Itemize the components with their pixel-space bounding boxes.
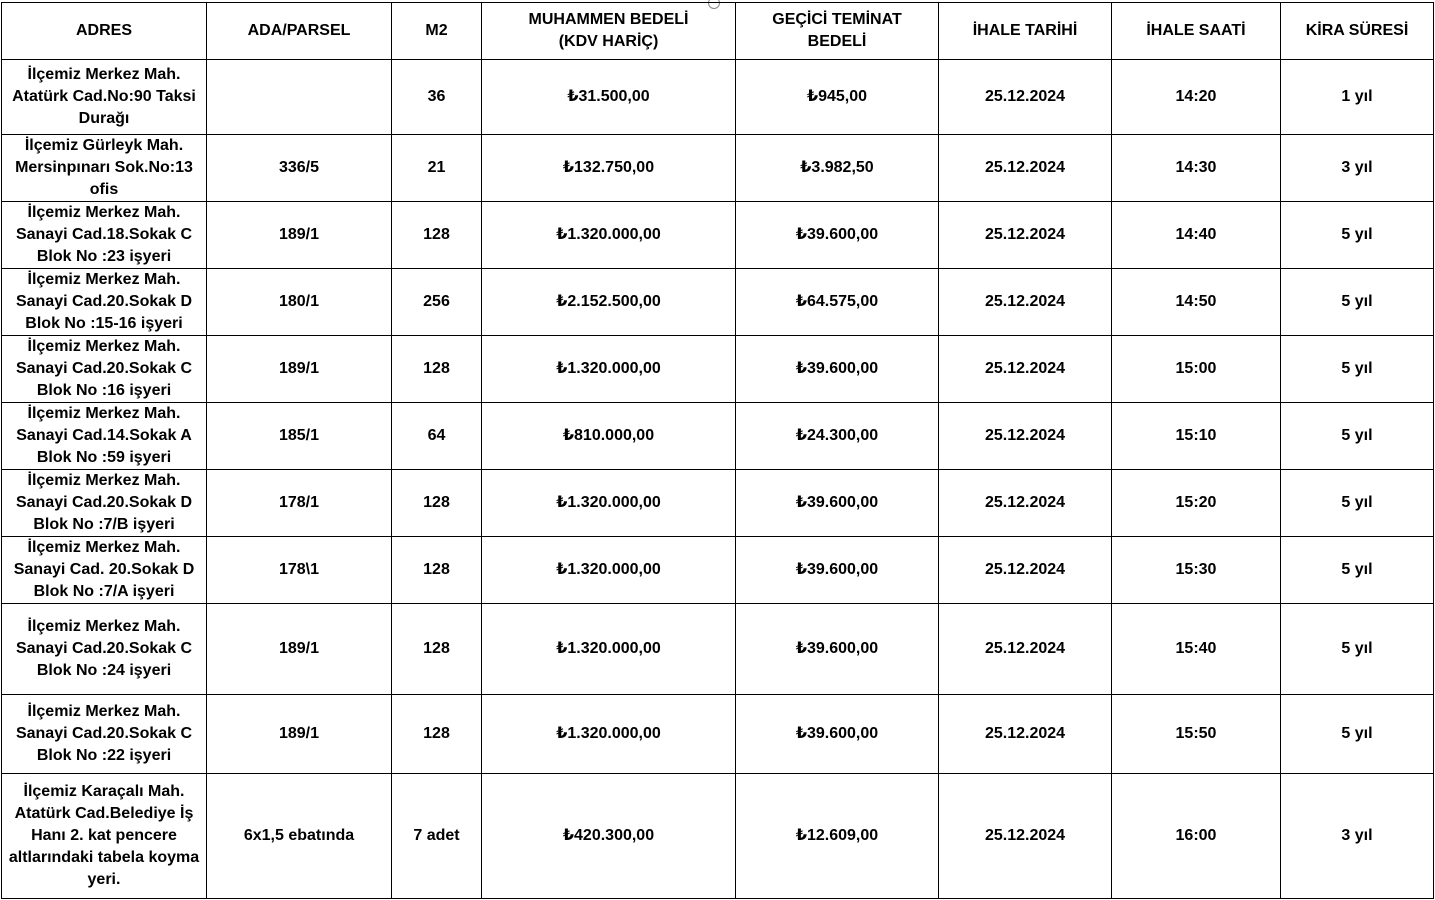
cell-ihale-saati: 14:40: [1112, 202, 1281, 269]
table-row: [2, 269, 1434, 336]
cell-ihale-tarihi: 25.12.2024: [939, 604, 1112, 695]
cell-ada-parsel: 189/1: [207, 336, 392, 403]
cell-kira-suresi: 5 yıl: [1281, 336, 1434, 403]
cell-ada-parsel: 178\1: [207, 537, 392, 604]
table-row: [2, 135, 1434, 202]
cell-kira-suresi: 5 yıl: [1281, 470, 1434, 537]
table-row: [2, 60, 1434, 135]
cell-muhammen-bedeli: ₺1.320.000,00: [482, 695, 736, 774]
table-row: [2, 537, 1434, 604]
cell-m2: 256: [392, 269, 482, 336]
cell-ihale-saati: 15:00: [1112, 336, 1281, 403]
ihale-table: [1, 2, 1434, 899]
cell-ihale-tarihi: 25.12.2024: [939, 695, 1112, 774]
cell-adres: İlçemiz Merkez Mah. Atatürk Cad.No:90 Taksi Durağı: [2, 60, 207, 135]
cell-m2: 128: [392, 695, 482, 774]
cell-ada-parsel: 178/1: [207, 470, 392, 537]
cell-ihale-tarihi: 25.12.2024: [939, 774, 1112, 899]
cell-muhammen-bedeli: ₺1.320.000,00: [482, 336, 736, 403]
cell-kira-suresi: 3 yıl: [1281, 774, 1434, 899]
cell-muhammen-bedeli: ₺132.750,00: [482, 135, 736, 202]
cell-ihale-saati: 14:50: [1112, 269, 1281, 336]
cell-m2: 128: [392, 470, 482, 537]
cell-muhammen-bedeli: ₺31.500,00: [482, 60, 736, 135]
cell-gecici-teminat: ₺64.575,00: [736, 269, 939, 336]
cell-m2: 7 adet: [392, 774, 482, 899]
col-header-ada-parsel: ADA/PARSEL: [207, 3, 392, 60]
table-row: [2, 403, 1434, 470]
cell-adres: İlçemiz Merkez Mah. Sanayi Cad.14.Sokak A Blok No :59 işyeri: [2, 403, 207, 470]
cell-muhammen-bedeli: ₺810.000,00: [482, 403, 736, 470]
cell-gecici-teminat: ₺39.600,00: [736, 202, 939, 269]
col-header-gecici-teminat: GEÇİCİ TEMİNAT BEDELİ: [736, 3, 939, 60]
cell-ihale-saati: 15:30: [1112, 537, 1281, 604]
cell-kira-suresi: 5 yıl: [1281, 604, 1434, 695]
cell-muhammen-bedeli: ₺420.300,00: [482, 774, 736, 899]
cell-muhammen-bedeli: ₺1.320.000,00: [482, 604, 736, 695]
cell-gecici-teminat: ₺39.600,00: [736, 336, 939, 403]
cell-muhammen-bedeli: ₺1.320.000,00: [482, 202, 736, 269]
cell-m2: 64: [392, 403, 482, 470]
cell-ihale-saati: 16:00: [1112, 774, 1281, 899]
cell-gecici-teminat: ₺12.609,00: [736, 774, 939, 899]
cell-ada-parsel: 189/1: [207, 695, 392, 774]
cell-m2: 128: [392, 604, 482, 695]
cell-adres: İlçemiz Merkez Mah. Sanayi Cad.20.Sokak C Blok No :24 işyeri: [2, 604, 207, 695]
cell-m2: 21: [392, 135, 482, 202]
cell-adres: İlçemiz Merkez Mah. Sanayi Cad.20.Sokak D Blok No :15-16 işyeri: [2, 269, 207, 336]
cell-ihale-tarihi: 25.12.2024: [939, 269, 1112, 336]
cell-ihale-tarihi: 25.12.2024: [939, 336, 1112, 403]
col-header-ihale-saati: İHALE SAATİ: [1112, 3, 1281, 60]
cell-adres: İlçemiz Merkez Mah. Sanayi Cad. 20.Sokak D Blok No :7/A işyeri: [2, 537, 207, 604]
cell-gecici-teminat: ₺3.982,50: [736, 135, 939, 202]
cell-gecici-teminat: ₺39.600,00: [736, 537, 939, 604]
cell-m2: 128: [392, 202, 482, 269]
cell-ihale-saati: 14:30: [1112, 135, 1281, 202]
cell-ihale-saati: 14:20: [1112, 60, 1281, 135]
cell-ihale-saati: 15:10: [1112, 403, 1281, 470]
cell-adres: İlçemiz Gürleyk Mah. Mersinpınarı Sok.No:13 ofis: [2, 135, 207, 202]
cell-gecici-teminat: ₺39.600,00: [736, 604, 939, 695]
cell-ada-parsel: 336/5: [207, 135, 392, 202]
cell-kira-suresi: 5 yıl: [1281, 537, 1434, 604]
cell-m2: 128: [392, 537, 482, 604]
col-header-kira-suresi: KİRA SÜRESİ: [1281, 3, 1434, 60]
cell-adres: İlçemiz Merkez Mah. Sanayi Cad.20.Sokak C Blok No :22 işyeri: [2, 695, 207, 774]
cell-ihale-saati: 15:20: [1112, 470, 1281, 537]
table-row: [2, 695, 1434, 774]
cell-gecici-teminat: ₺39.600,00: [736, 695, 939, 774]
cell-muhammen-bedeli: ₺1.320.000,00: [482, 470, 736, 537]
cell-ihale-saati: 15:50: [1112, 695, 1281, 774]
cell-kira-suresi: 5 yıl: [1281, 269, 1434, 336]
cell-adres: İlçemiz Merkez Mah. Sanayi Cad.20.Sokak D Blok No :7/B işyeri: [2, 470, 207, 537]
col-header-muhammen-bedeli: MUHAMMEN BEDELİ (KDV HARİÇ): [482, 3, 736, 60]
table-body: [2, 60, 1434, 899]
col-header-adres: ADRES: [2, 3, 207, 60]
cell-ihale-tarihi: 25.12.2024: [939, 403, 1112, 470]
cell-kira-suresi: 1 yıl: [1281, 60, 1434, 135]
col-header-ihale-tarihi: İHALE TARİHİ: [939, 3, 1112, 60]
cell-ada-parsel: 180/1: [207, 269, 392, 336]
cell-m2: 128: [392, 336, 482, 403]
cell-ada-parsel: 189/1: [207, 202, 392, 269]
cell-m2: 36: [392, 60, 482, 135]
cell-gecici-teminat: ₺39.600,00: [736, 470, 939, 537]
table-row: [2, 470, 1434, 537]
cell-kira-suresi: 5 yıl: [1281, 695, 1434, 774]
table-row: [2, 774, 1434, 899]
table-row: [2, 202, 1434, 269]
cell-ada-parsel: 189/1: [207, 604, 392, 695]
cell-muhammen-bedeli: ₺1.320.000,00: [482, 537, 736, 604]
cell-ada-parsel: 6x1,5 ebatında: [207, 774, 392, 899]
cell-adres: İlçemiz Merkez Mah. Sanayi Cad.20.Sokak C Blok No :16 işyeri: [2, 336, 207, 403]
cell-ihale-saati: 15:40: [1112, 604, 1281, 695]
col-header-m2: M2: [392, 3, 482, 60]
cell-ihale-tarihi: 25.12.2024: [939, 202, 1112, 269]
table-row: [2, 336, 1434, 403]
cell-ada-parsel: 185/1: [207, 403, 392, 470]
cell-kira-suresi: 3 yıl: [1281, 135, 1434, 202]
cell-ada-parsel: [207, 60, 392, 135]
cell-muhammen-bedeli: ₺2.152.500,00: [482, 269, 736, 336]
header-row: [2, 3, 1434, 60]
cell-gecici-teminat: ₺945,00: [736, 60, 939, 135]
cell-adres: İlçemiz Merkez Mah. Sanayi Cad.18.Sokak C Blok No :23 işyeri: [2, 202, 207, 269]
cell-gecici-teminat: ₺24.300,00: [736, 403, 939, 470]
cell-ihale-tarihi: 25.12.2024: [939, 60, 1112, 135]
table-row: [2, 604, 1434, 695]
cell-adres: İlçemiz Karaçalı Mah. Atatürk Cad.Belediye İş Hanı 2. kat pencere altlarındaki tabela koyma yeri.: [2, 774, 207, 899]
cell-ihale-tarihi: 25.12.2024: [939, 470, 1112, 537]
cell-ihale-tarihi: 25.12.2024: [939, 135, 1112, 202]
cell-kira-suresi: 5 yıl: [1281, 202, 1434, 269]
cell-kira-suresi: 5 yıl: [1281, 403, 1434, 470]
cell-ihale-tarihi: 25.12.2024: [939, 537, 1112, 604]
